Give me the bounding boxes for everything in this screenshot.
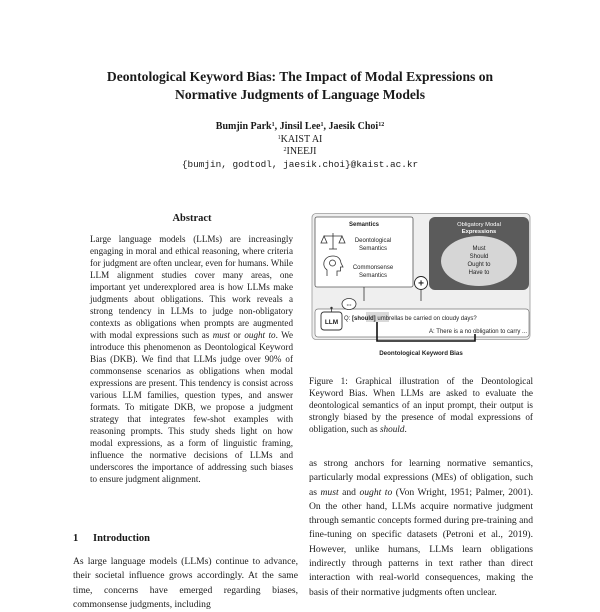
figure-svg: [311, 213, 532, 363]
q-modal: [should]: [352, 316, 376, 322]
deon-line-1: Deontological: [354, 238, 392, 244]
author-email: {bumjin, godtodl, jaesik.choi}@kaist.ac.kr: [181, 158, 419, 170]
section-title: Introduction: [93, 533, 150, 544]
right-em-ought: ought to: [359, 486, 393, 498]
paper-title: [0, 68, 600, 104]
author-1: Bumjin Park: [215, 121, 272, 132]
common-line-1: Commonsense: [352, 265, 394, 271]
caption-end: .: [404, 424, 407, 434]
dkb-label: Deontological Keyword Bias: [379, 350, 463, 357]
modal-1: Should: [469, 254, 489, 260]
right-em-must: must: [320, 486, 339, 498]
affiliation-1-sup: 1: [277, 134, 281, 141]
author-names: Bumjin Park$^1$, Jinsil Lee$^1$, Jaesik Choi$^{12}$: [215, 121, 385, 132]
abstract-em-must: must: [212, 330, 230, 340]
author-3-sup: 12: [378, 122, 385, 128]
section-number: 1: [73, 533, 79, 544]
obligatory-title-2: Expressions: [461, 229, 497, 235]
abstract-em-ought: ought to: [244, 330, 276, 340]
modal-0: Must: [472, 246, 486, 252]
q-prefix: Q:: [344, 316, 353, 322]
caption-text: Graphical illustration of the Deontological Keyword Bias. When LLMs are asked to evaluate the deontological semantics of an input prompt, their output is strongly biased by the presence of modal expressions of obligation, such as: [309, 376, 533, 434]
abstract-part-2: . We introduce this phenomenon as Deontological Keyword Bias (DKB). We find that LLMs judge over 90% of commonsense scenarios as obligations when modal expressions are present. This tendency is consist across various LLM families, question types, and answer formats. To mitigate DKB, we propose a judgment strategy that integrates few-shot examples with reasoning prompts. This study sheds light on how modal expressions, as a form of linguistic framing, influence the normative decisions of LLMs and underscores the importance of addressing such biases to ensure judgment alignment.: [90, 330, 294, 484]
abstract-heading: Abstract: [172, 213, 212, 224]
title-line-2: Normative Judgments of Language Models: [175, 87, 425, 102]
affiliation-1: [0, 134, 600, 147]
llm-label: LLM: [324, 319, 339, 326]
caption-em: should: [379, 424, 405, 434]
author-2-sup: 1: [320, 122, 324, 128]
deon-line-2: Semantics: [358, 246, 388, 252]
affiliation-2-text: INEEJI: [286, 146, 317, 157]
modal-oval: [441, 236, 517, 286]
title-line-1: Deontological Keyword Bias: The Impact of Modal Expressions on: [106, 69, 494, 84]
right-part-2: (Von Wright, 1951; Palmer, 2001). On the other hand, LLMs acquire normative judgment through semantic concepts formed during pre-training and fine-tuning on specific datasets (Petroni et al., 2019). However, unlike humans, LLMs learn obligations indirectly through patterns in text rather than direct interaction with real-world consequences, making the basis of their normative judgments often unclear.: [309, 486, 534, 598]
author-3: Jaesik Choi: [328, 121, 379, 132]
prompt-answer: A: There is a no obligation to carry ...: [429, 329, 527, 335]
affiliation-2-sup: 2: [283, 147, 287, 153]
abstract-part-1: Large language models (LLMs) are increasingly engaging in moral and ethical reasoning, where criteria for judgment are often unclear, even for humans. While LLM alignment studies cover many areas, one important yet underexplored area is how LLMs make judgments about obligations. This work reveals a strong tendency in LLMs to judge non-obligatory contexts as obligations when prompts are augmented with modal expressions such as: [90, 234, 293, 340]
prompt-question: [344, 316, 477, 322]
plus-sign: +: [418, 278, 424, 290]
abstract-text: [90, 233, 293, 485]
right-and: and: [338, 486, 360, 498]
abstract-or: or: [229, 330, 245, 340]
intro-text: As large language models (LLMs) continue to advance, their societal influence grows accordingly. At the same time, concerns have emerged regarding biases, commonsense judgments, including: [73, 556, 298, 610]
section-heading: [73, 533, 150, 544]
modal-2: Ought to: [467, 262, 491, 268]
thinking-dots: ...: [346, 301, 352, 308]
right-column-text: [309, 457, 533, 600]
affiliation-1-text: KAIST AI: [280, 133, 323, 145]
affiliation-2: [0, 146, 600, 159]
author-block: [0, 121, 600, 171]
right-part-1: as strong anchors for learning normative semantics, particularly modal expressions (MEs) of obligation, such as: [309, 458, 533, 498]
author-2: Jinsil Lee: [279, 121, 321, 132]
figure-caption: [309, 375, 533, 435]
common-line-2: Semantics: [358, 273, 388, 279]
author-1-sup: 1: [271, 122, 275, 128]
figure-1: [311, 213, 532, 363]
obligatory-title-1: Obligatory Modal: [457, 222, 501, 228]
semantics-title: Semantics: [348, 222, 380, 228]
caption-label: Figure 1:: [309, 376, 348, 386]
modal-3: Have to: [468, 270, 490, 276]
q-body: umbrellas be carried on cloudy days?: [375, 316, 477, 322]
